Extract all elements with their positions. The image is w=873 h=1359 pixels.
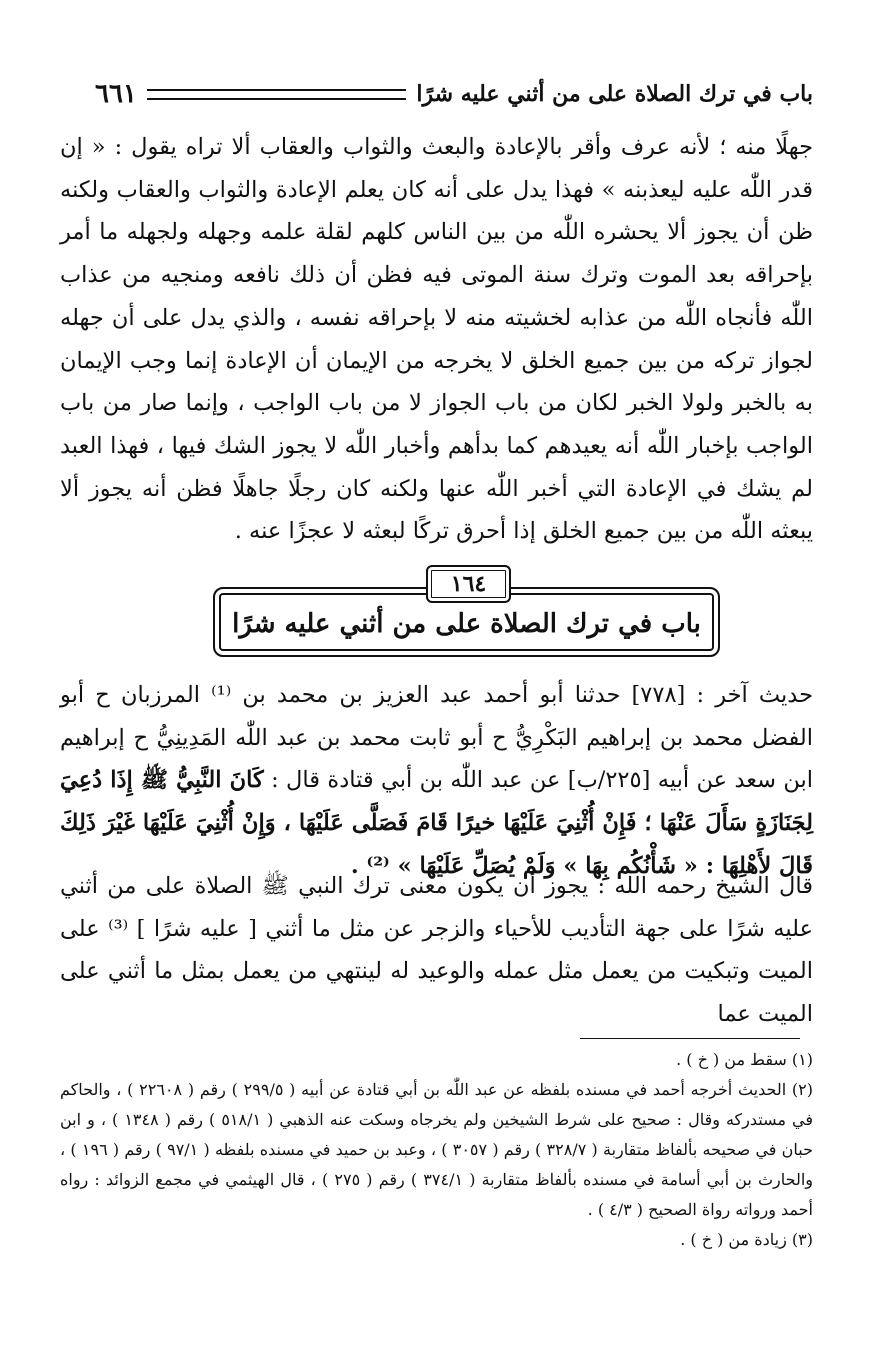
continued-paragraph bbox=[60, 126, 813, 553]
running-header bbox=[95, 72, 813, 116]
commentary-text: قال الشيخ رحمه الله : يجوز أن يكون معنى ترك النبي ﷺ الصلاة على من أثني عليه شرًا على جهة التأديب للأحياء والزجر عن مثل ما أثني [ عليه شرًا ] ⁽³⁾ على الميت وتبكيت من يعمل مثل عمله والوعيد له لينتهي من يعمل بمثل ما أثني على الميت عما bbox=[60, 873, 813, 1028]
hadith-matn: كَانَ النَّبِيُّ ﷺ إِذَا دُعِيَ لِجَنَازَةٍ سَأَلَ عَنْهَا ؛ فَإِنْ أُثْنِيَ عَلَيْهَا خيرًا قَامَ فَصَلَّى عَلَيْهَا ، وَإِنْ أُثْنِيَ عَلَيْهَا غَيْرَ ذَلِكَ قَالَ لأَهْلِهَا : « شَأْنُكُم بِهَا » وَلَمْ يُصَلِّ عَلَيْهَا » ⁽²⁾ . bbox=[60, 767, 813, 879]
footnote-1: (١) سقط من ( خ ) . bbox=[676, 1050, 813, 1069]
hadith-text bbox=[60, 674, 813, 888]
header-double-rule bbox=[147, 89, 406, 100]
paragraph-text: جهلًا منه ؛ لأنه عرف وأقر بالإعادة والبعث والثواب والعقاب ألا تراه يقول : « إن قدر اللّٰه عليه ليعذبنه » فهذا يدل على أنه كان يعلم الإعادة والثواب والعقاب ولكنه ظن أن يجوز ألا يحشره اللّٰه من بين الناس كلهم لقلة علمه وجهله ولجهله ما أمر بإحراقه بعد الموت وترك سنة الموتى فيه فظن أن ذلك نافعه ومنجيه من عذاب اللّٰه فأنجاه اللّٰه من عذابه لخشيته منه لا بإحراقه نفسه ، والذي يدل على أن جهله لجواز تركه من بين جميع الخلق لا يخرجه من الإيمان أن الإعادة إنما وجب الإيمان به بالخبر ولولا الخبر لكان من باب الجواز لا من باب الواجب ، وإنما صار من باب الواجب بإخبار اللّٰه أنه يعيدهم كما بدأهم وأخبار اللّٰه لا يجوز الشك فيها ، فهذا العبد لم يشك في الإعادة التي أخبر اللّٰه عنها ولكنه كان رجلًا جاهلًا فظن أنه يجوز ألا يبعثه اللّٰه من بين جميع الخلق إذا أحرق تركًا لبعثه لا عجزًا عنه . bbox=[60, 134, 813, 545]
page-number: ٦٦١ bbox=[95, 79, 137, 109]
footnotes bbox=[60, 1045, 813, 1255]
footnote-separator bbox=[580, 1038, 800, 1039]
hadith-paragraph bbox=[60, 674, 813, 888]
hadith-isnad: حديث آخر : [٧٧٨] حدثنا أبو أحمد عبد العزيز بن محمد بن ⁽¹⁾ المرزبان ح أبو الفضل محمد بن إبراهيم البَكْرِيُّ ح أبو ثابت محمد بن عبد اللّٰه المَدِينِيُّ ح إبراهيم ابن سعد عن أبيه [٢٢٥/ب] عن عبد اللّٰه بن أبي قتادة قال : bbox=[60, 682, 813, 794]
footnote-2: (٢) الحديث أخرجه أحمد في مسنده بلفظه عن عبد اللّٰه بن أبي قتادة عن أبيه ( ٢٩٩/٥ ) رقم ( ٢٢٦٠٨ ) ، والحاكم في مستدركه وقال : صحيح على شرط الشيخين ولم يخرجاه وسكت عنه الذهبي ( ٥١٨/١ ) رقم ( ١٣٤٨ ) ، و ابن حبان في صحيحه بألفاظ متقاربة ( ٣٢٨/٧ ) رقم ( ٣٠٥٧ ) ، وعبد بن حميد في مسنده بلفظه ( ٩٧/١ ) رقم ( ١٩٦ ) ، والحارث بن أبي أسامة في مسنده بألفاظ متقاربة ( ٣٧٤/١ ) رقم ( ٢٧٥ ) ، قال الهيثمي في مجمع الزوائد : رواه أحمد ورواته رواة الصحيح ( ٤/٣ ) . bbox=[60, 1080, 813, 1219]
chapter-heading-box bbox=[213, 565, 720, 657]
running-header-title: باب في ترك الصلاة على من أثني عليه شرًا bbox=[416, 81, 813, 107]
chapter-title: باب في ترك الصلاة على من أثني عليه شرًا bbox=[232, 609, 701, 639]
footnote-3: (٣) زيادة من ( خ ) . bbox=[680, 1230, 813, 1249]
chapter-number-badge: ١٦٤ bbox=[426, 565, 511, 603]
commentary-paragraph bbox=[60, 865, 813, 1036]
